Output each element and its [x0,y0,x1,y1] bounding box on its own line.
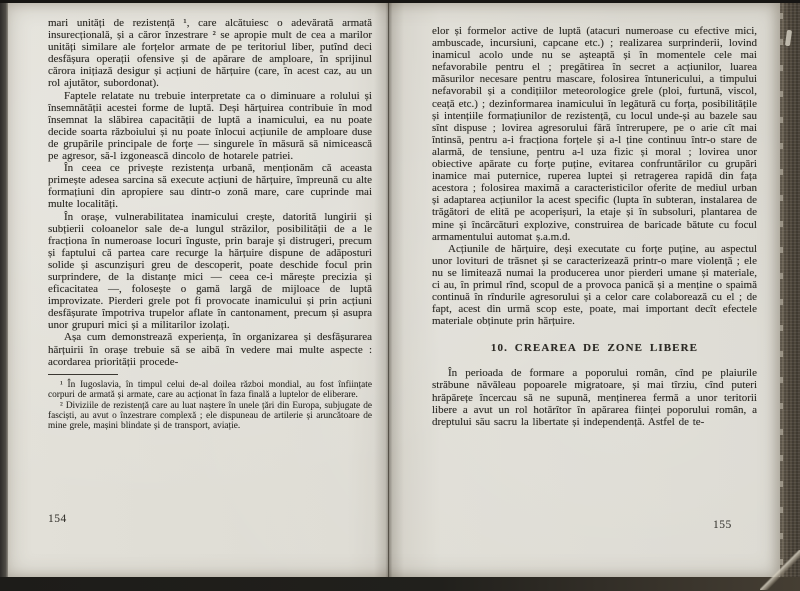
page-number-right: 155 [713,519,732,531]
page-number-left: 154 [48,513,67,525]
left-page-body [48,17,372,368]
right-page-body-top [432,25,757,327]
book-pages [8,3,780,577]
section-heading: 10. CREAREA DE ZONE LIBERE [490,342,699,355]
page-right [432,25,757,428]
paragraph: În perioada de formare a poporului român, cînd pe plaiurile străbune năvăleau popoarele migratoare, și mai tîrziu, cînd puteri hrăpărețe încercau să ne supună, menținerea fermă a unor teritorii libere a avut un rol hotărîtor în apărarea ființei poporului român, a dreptului său sacru la libertate și independență. Astfel de te- [432,367,757,428]
book-binding-edge [780,0,800,591]
paper-edge-specks [780,0,783,591]
page-left [48,17,372,432]
scan-bottom-edge [0,577,800,591]
paragraph: Faptele relatate nu trebuie interpretate ca o diminuare a rolului și însemnătății acestei forme de luptă. Deși hărțuirea contribuie în mod însemnat la slăbirea capacității de luptă a inamicului, ea nu poate decide soarta războiului și nu poate înlocui acțiunile de amploare duse de grupările principale de forțe — singurele în măsură să nimicească pe agresor, să-l izgonească dincolo de hotarele patriei. [48,89,372,163]
paragraph: elor și formelor active de luptă (atacuri numeroase cu efective mici, ambuscade, incursiuni, capcane etc.) ; realizarea surprinderii, lovind inamicul acolo unde nu se așteaptă și în momentele cele mai nefavorabile pentru el ; pregătirea în secret a acțiunilor, luarea măsurilor necesare pentru mascare, folosirea întunericului, a timpului nefavorabil și a condițiilor meteorologice grele (ploi, furtună, viscol, ceață etc.) ; dezinformarea inamicului în legătură cu forța, posibilitățile și intențiile formațiunilor de rezistență, cu locul unde-și au bazele sau sînt dispuse ; lovirea agresorului fără întrerupere, pe o arie cît mai întinsă, pentru a-i fracționa forțele și a-l ține continuu într-o stare de alarmă, de tensiune, pentru a-l uza fizic și moral ; lovirea unor obiective apărate cu forțe puține, evitarea confruntărilor cu grupări inamice mai puternice, ruperea luptei și retragerea rapidă din fața acestora ; folosirea maximă a caracteristicilor oferite de mediul urban și adaptarea acțiunilor la acest specific (lupta în subteran, instalarea de trăgători de elită pe acoperișuri, la etaje și în subsoluri, plantarea de mine și încărcături explozive, construirea de baricade bătute cu focul armamentului automat ș.a.m.d. [432,25,757,243]
paragraph: Acțiunile de hărțuire, deși executate cu forțe puține, au aspectul unor lovituri de trăsnet și se caracterizează printr-o mare violență ; ele nu se limitează numai la producerea unor pierderi umane și materiale, ci au, în primul rînd, scopul de a provoca panică și a menține o spaimă continuă în rîndurile agresorului și a celor care colaborează cu el ; de fapt, acest din urmă scop este, poate, mai important decît efectele materiale obținute prin hărțuire. [432,242,757,328]
paragraph: Așa cum demonstrează experiența, în organizarea și desfășurarea hărțuirii în orașe trebuie să se aibă în vedere mai multe aspecte : acordarea priorității procede- [48,331,372,368]
footnote: ² Diviziile de rezistență care au luat naștere în unele țări din Europa, subjugate de fasciști, au avut o înzestrare complexă ; ele dispuneau de artilerie și aruncătoare de mine grele, mașini blindate și de transport, aviație. [48,400,372,432]
right-page-body-bottom [432,367,757,427]
scan-left-edge [0,0,8,591]
paragraph: În orașe, vulnerabilitatea inamicului crește, datorită lungirii și subțierii coloanelor sale de-a lungul străzilor, posibilității de a le fracționa în numeroase locuri înguste, prin baraje și distrugeri, precum și faptului că partea care recurge la hărțuire dispune de adăposturi solide și ascunzișuri greu de descoperit, poate deschide focul prin surprindere, de la distanțe mici — ceea ce-i mărește precizia și eficacitatea —, folosește o gamă largă de mijloace de luptă improvizate. Pierderi grele pot fi provocate inamicului și prin acțiuni desfășurate împotriva trupelor aflate în cantonament, precum și asupra unor grupuri mici și a militarilor izolați. [48,210,372,332]
left-page-footnotes [48,380,372,432]
paragraph: În ceea ce privește rezistența urbană, menționăm că aceasta primește adesea sarcina să execute acțiuni de hărțuire, împreună cu alte formațiuni din apropiere sau dintr-o zonă mare, care cuprinde mai multe localități. [48,162,372,211]
paragraph: mari unități de rezistență ¹, care alcătuiesc o adevărată armată insurecțională, și a căror înzestrare ² se apropie mult de cea a marilor unități similare ale forțelor armate de pe teritoriul liber, putînd deci desfășura operații ofensive și de apărare de amploare, în sprijinul cărora inițiază desigur și acțiuni de hărțuire (care, în acest caz, au un rol ajutător, subordonat). [48,17,372,90]
footnote-rule [48,374,118,375]
page-corner-fold [760,550,800,590]
page-gutter [374,3,404,577]
footnote: ¹ În Iugoslavia, în timpul celui de-al doilea război mondial, au fost înființate corpuri de armată și armate, care au acționat în faza finală a luptelor de eliberare. [48,379,372,401]
